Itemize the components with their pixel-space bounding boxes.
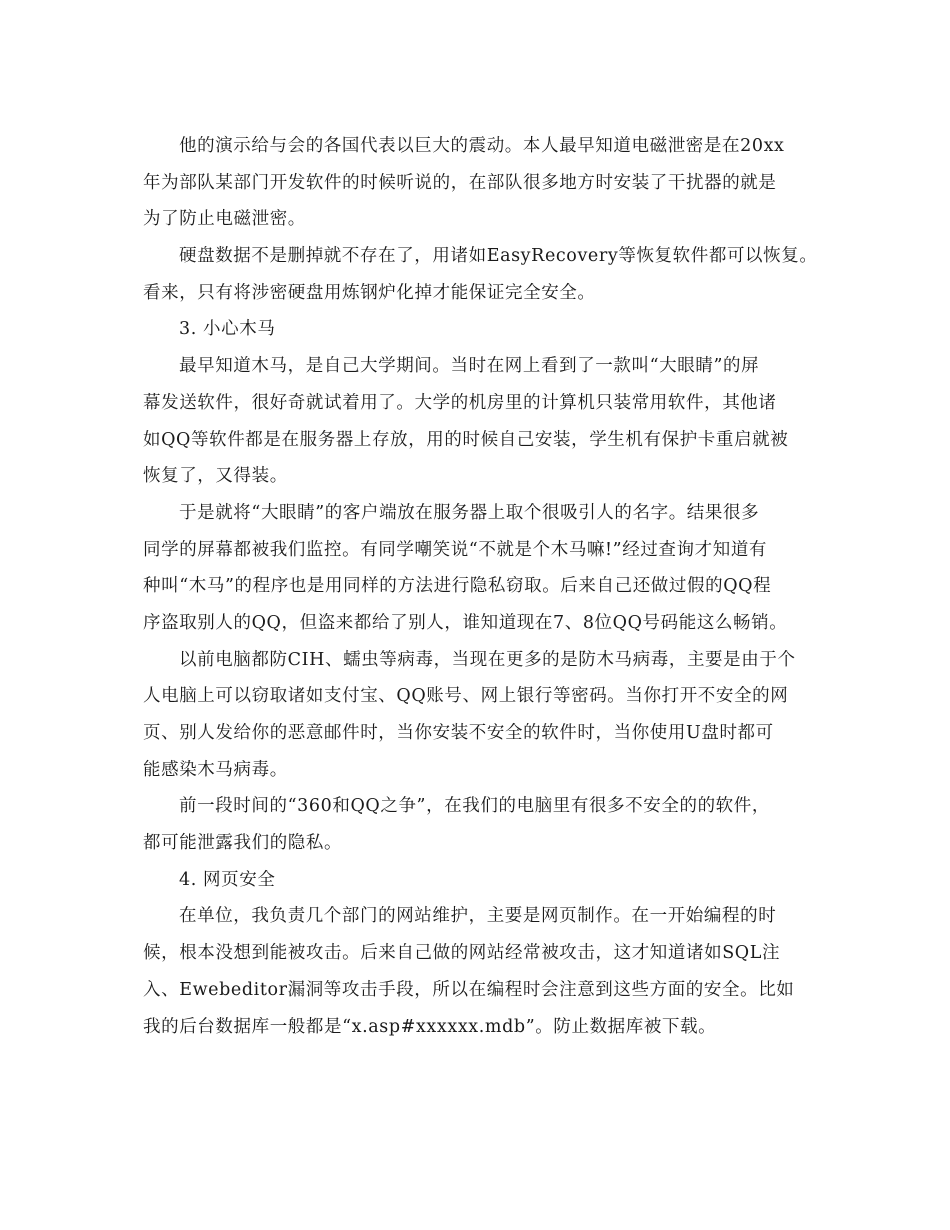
text-line: 候，根本没想到能被攻击。后来自己做的网站经常被攻击，这才知道诸如SQL注 xyxy=(143,943,781,964)
paragraph xyxy=(143,495,815,642)
text-line: 恢复了，又得装。 xyxy=(143,466,288,487)
text-line: 在单位，我负责几个部门的网站维护，主要是网页制作。在一开始编程的时 xyxy=(179,906,777,927)
paragraph xyxy=(143,862,815,899)
text-line: 年为部队某部门开发软件的时候听说的，在部队很多地方时安装了干扰器的就是 xyxy=(143,172,777,193)
text-line: 最早知道木马，是自己大学期间。当时在网上看到了一款叫“大眼睛”的屏 xyxy=(179,356,760,377)
paragraph xyxy=(143,128,815,238)
text-line: 4. 网页安全 xyxy=(179,869,276,890)
paragraph xyxy=(143,238,818,311)
text-line: 前一段时间的“360和QQ之争”，在我们的电脑里有很多不安全的的软件， xyxy=(179,796,770,817)
text-line: 以前电脑都防CIH、蠕虫等病毒，当现在更多的是防木马病毒，主要是由于个 xyxy=(179,649,796,670)
text-line: 能感染木马病毒。 xyxy=(143,759,288,780)
document-body xyxy=(143,128,818,1045)
text-line: 3. 小心木马 xyxy=(179,319,276,340)
paragraph xyxy=(143,311,815,348)
paragraph xyxy=(143,348,815,495)
text-line: 他的演示给与会的各国代表以巨大的震动。本人最早知道电磁泄密是在20xx xyxy=(179,136,785,156)
text-line: 种叫“木马”的程序也是用同样的方法进行隐私窃取。后来自己还做过假的QQ程 xyxy=(143,576,772,597)
text-line: 幕发送软件，很好奇就试着用了。大学的机房里的计算机只装常用软件，其他诸 xyxy=(143,392,777,413)
text-line: 页、别人发给你的恶意邮件时，当你安装不安全的软件时，当你使用U盘时都可 xyxy=(143,723,774,743)
paragraph xyxy=(143,788,815,861)
text-line: 都可能泄露我们的隐私。 xyxy=(143,833,343,854)
text-line: 我的后台数据库一般都是“x.asp#xxxxxx.mdb”。防止数据库被下载。 xyxy=(143,1016,717,1037)
text-line: 如QQ等软件都是在服务器上存放，用的时候自己安装，学生机有保护卡重启就被 xyxy=(143,429,789,450)
text-line: 于是就将“大眼睛”的客户端放在服务器上取个很吸引人的名字。结果很多 xyxy=(179,502,760,523)
text-line: 同学的屏幕都被我们监控。有同学嘲笑说“不就是个木马嘛!”经过查询才知道有 xyxy=(143,539,768,560)
paragraph xyxy=(143,898,815,1045)
text-line: 人电脑上可以窃取诸如支付宝、QQ账号、网上银行等密码。当你打开不安全的网 xyxy=(143,686,789,707)
text-line: 看来，只有将涉密硬盘用炼钢炉化掉才能保证完全安全。 xyxy=(143,282,596,303)
text-line: 为了防止电磁泄密。 xyxy=(143,209,306,230)
text-line: 入、Ewebeditor漏洞等攻击手段，所以在编程时会注意到这些方面的安全。比如 xyxy=(143,979,795,1000)
text-line: 硬盘数据不是删掉就不存在了，用诸如EasyRecovery等恢复软件都可以恢复。 xyxy=(179,246,818,267)
paragraph xyxy=(143,642,815,789)
text-line: 序盗取别人的QQ，但盗来都给了别人，谁知道现在7、8位QQ号码能这么畅销。 xyxy=(143,612,788,633)
